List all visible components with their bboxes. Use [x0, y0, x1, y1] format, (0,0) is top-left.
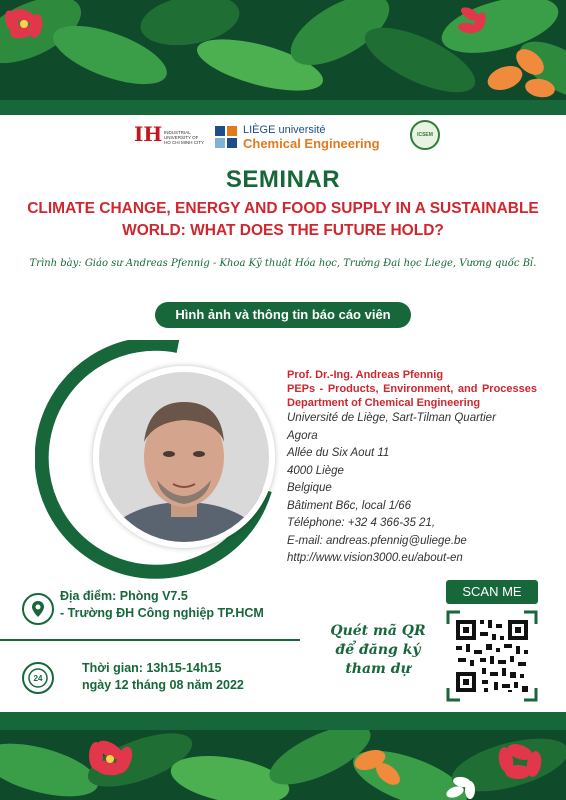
speaker-address-line: Bâtiment B6c, local 1/66	[287, 499, 412, 512]
speaker-email[interactable]: E-mail: andreas.pfennig@uliege.be	[287, 534, 467, 547]
registration-qr-code[interactable]	[446, 610, 538, 702]
speaker-portrait-block	[35, 340, 275, 580]
bottom-green-rule	[0, 712, 566, 730]
speaker-photo	[93, 366, 275, 548]
liege-square-icon	[215, 126, 237, 148]
logo-row	[0, 118, 566, 158]
location-room: Địa điểm: Phòng V7.5	[60, 589, 188, 603]
map-pin-icon	[22, 593, 54, 625]
info-divider	[0, 639, 300, 641]
location-block	[60, 588, 264, 622]
event-date: ngày 12 tháng 08 năm 2022	[82, 678, 244, 692]
speaker-section-pill: Hình ảnh và thông tin báo cáo viên	[155, 302, 411, 328]
presenter-line: Trình bày: Giáo sư Andreas Pfennig - Khoa Kỹ thuật Hóa học, Trường Đại học Liege, Vương quốc Bỉ.	[29, 258, 537, 269]
top-green-rule	[0, 100, 566, 115]
iuh-logo	[134, 122, 204, 146]
iuh-logo-mark: IH	[134, 122, 163, 146]
speaker-address-line: Agora	[287, 429, 318, 442]
speaker-address-line: Université de Liège, Sart-Tilman Quartier	[287, 412, 496, 424]
speaker-info	[287, 368, 537, 568]
speaker-name: Prof. Dr.-Ing. Andreas Pfennig	[287, 369, 444, 381]
scan-me-label: SCAN ME	[446, 580, 538, 604]
time-block	[82, 660, 244, 694]
bottom-leaf-banner	[0, 730, 566, 800]
speaker-group: PEPs - Products, Environment, and Processes	[287, 383, 537, 395]
seminar-subtitle: CLIMATE CHANGE, ENERGY AND FOOD SUPPLY IN A SUSTAINABLE WORLD: WHAT DOES THE FUTURE HOLD?	[27, 200, 539, 239]
speaker-website-link[interactable]: http://www.vision3000.eu/about-en	[287, 552, 463, 564]
liege-logo-line1: LIÈGE université	[243, 124, 326, 136]
icsem-logo: ICSEM	[410, 120, 440, 150]
speaker-address-line: Allée du Six Aout 11	[287, 447, 390, 459]
iuh-logo-text: INDUSTRIAL UNIVERSITY OF HO CHI MINH CITY	[164, 130, 204, 145]
qr-call-to-action	[318, 622, 438, 679]
qr-cta-line1: Quét mã QR	[330, 623, 426, 639]
seminar-title: SEMINAR	[225, 166, 341, 193]
speaker-department: Department of Chemical Engineering	[287, 397, 481, 409]
qr-cta-line2: để đăng ký tham dự	[335, 642, 421, 677]
liege-logo-line2: Chemical Engineering	[243, 136, 380, 151]
clock-24-icon	[22, 662, 54, 694]
time-range: Thời gian: 13h15-14h15	[82, 661, 222, 675]
location-school: - Trường ĐH Công nghiệp TP.HCM	[60, 606, 264, 620]
speaker-phone: Téléphone: +32 4 366-35 21,	[287, 517, 436, 529]
clock-24-label: 24	[33, 674, 43, 683]
speaker-address-line: Belgique	[287, 482, 332, 494]
top-leaf-banner	[0, 0, 566, 100]
speaker-address-line: 4000 Liège	[287, 464, 344, 477]
